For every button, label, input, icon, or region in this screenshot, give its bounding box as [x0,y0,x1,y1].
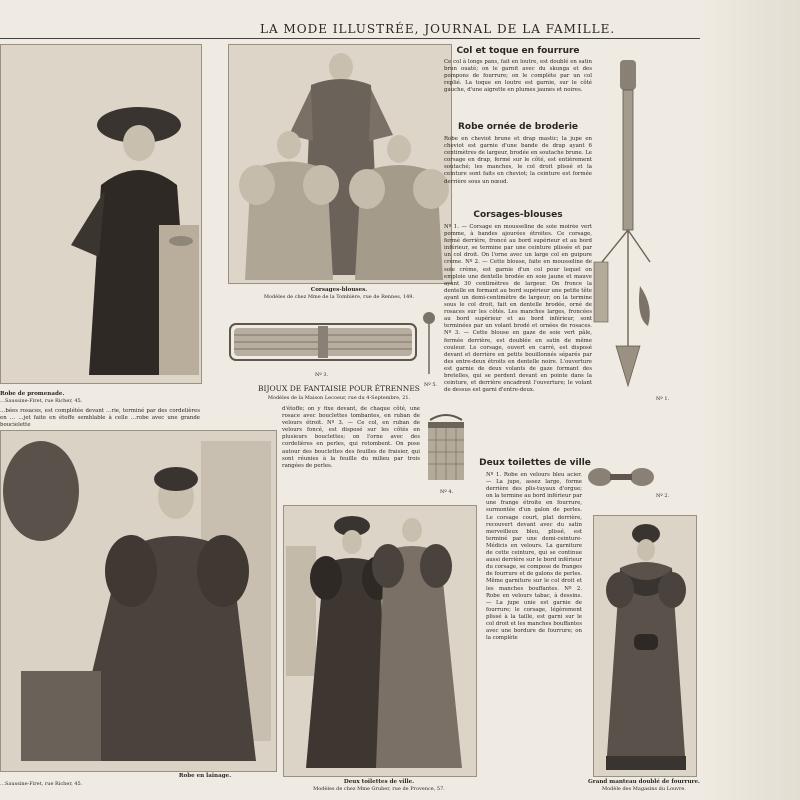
toilettes-section-text: Nº 1. Robe en velours bleu acier. — La jupe, assez large, forme derrière des plis-tuyaux d'orgue; on la termine au bord inférieur par une frange étroite en fourrure, surmontée d'un galon de perles. Le corsage court, plat derrière, recouvert devant avec du satin merveilleux bleu, plissé, est terminé par une demi-ceinture-Médicis en velours. La garniture de cette ceinture, qui se continue aussi derrière sur le bord inférieur du corsage, se compose de franges de fourrure et de galons de perles. Même garniture sur le col droit et les manches bouffantes. Nº 2. Robe en velours tabac, à dessins. — La jupe unie est garnie de fourrure; le corsage, légèrement plissé à la taille, est garni sur le col droit et les manches bouffantes avec une bordure de fourrure; on la complète [486,472,582,642]
left-text-fragment: …bées rosaces, est complétée devant …rie, terminé par des cordelières en … …jet faite en étoffe semblable à celle …robe avec une grande boucielette [0,408,200,429]
center-text: d'étoffe; on y fixe devant, de chaque côté, une rosace avec bouclettes tombantes, en ruban de velours étroit. Nº 3. — Ce col, en ruban de velours foncé, est disposé sur les côtés en plusieurs bouclettes; on l'orne avec des cordelières en perles, qui retombent. On pose autour des bouclettes des feuilles de fraisier, qui sont réunies à la feuille du milieu par trois rangées de perles. [282,406,420,469]
toilettes-section-title: Deux toilettes de ville [479,458,591,468]
clasp-illustration [586,462,656,492]
chatelaine-illustration [590,56,670,392]
purse-label: Nº 4. [440,489,454,495]
blouses-illustration [228,44,452,284]
col-section-title: Col et toque en fourrure [456,46,580,56]
jewelry-title: BIJOUX DE FANTAISIE POUR ÉTRENNES [258,384,420,393]
page-margin [700,0,800,800]
hatpin-label: Nº 5. [424,382,438,388]
corsages-section-title: Corsages-blouses [473,210,563,220]
fur-coat-caption: Grand manteau doublé de fourrure. Modèle des Magasins du Louvre. [588,779,700,792]
city-dresses-caption: Deux toilettes de ville. Modèles de chez Mme Gruber, rue de Provence, 57. [313,779,445,792]
clasp-label: Nº 2. [656,493,670,499]
corsages-section-text: Nº 1. — Corsage en mousseline de soie moirée vert pomme, à bandes ajourées étroites. Ce corsage, fermé derrière, froncé au bord supérieur et au bord inférieur, se termine par une ceinture plissée et par un col droit. On l'orne avec un large col en guipure crème. Nº 2. — Cette blouse, faite en mousseline de soie crème, est garnie d'un col pour lequel on emploie une dentelle brodée en soie jaune et mauve ayant 30 centimètres de largeur. On fronce la dentelle en formant au bord supérieur une petite tête ayant un demi-centimètre de largeur; on la termine sous le col droit, fait en dentelle brodée, orné de rosaces sur les côtés. Les manches larges, froncées au bord supérieur et au bord inférieur, sont terminées par un volant brodé et ornées de rosaces. Nº 3. — Cette blouse en gaze de soie vert pâle, fermée derrière, est doublée en satin de même couleur. Le corsage, ouvert en carré, est disposé devant et derrière en petits bouillonnés séparés par des entre-deux étroits en dentelle noire. L'ouverture est garnie de deux volants de gaze formant des bretelles, qui se perdent devant en pointe dans la ceinture, et derrière encadrent l'ouverture; le volant de dessus est garni d'entre-deux. [444,224,592,394]
bracelet-illustration [228,318,418,366]
wool-dress-illustration [0,430,277,772]
fur-coat-illustration [593,515,697,777]
promenade-dress-illustration [0,44,202,384]
robe-section-text: Robe en cheviot brune et drap mastic; la jupe en cheviot est garnie d'une bande de drap ayant 6 centimètres de largeur, brodée en soutache brune. Le corsage en drap, fermé sur le côté, est entièrement soutaché; les manches, le col droit plissé et la ceinture sont faits en cheviot; la ceinture est formée derrière sous un nœud. [444,136,592,185]
col-section-text: Ce col à longs pans, fait en loutre, est doublé en satin brun ouaté; on le garnit avec du skunga et des pompons de fourrure; on le complète par un col replié. La toque en loutre est garnie, sur le côté gauche, d'une aigrette en plumes jaunes et noires. [444,59,592,94]
jewelry-sub: Modèles de la Maison Lecoeur, rue du 4-Septembre, 21. [267,395,411,401]
journal-title: LA MODE ILLUSTRÉE, JOURNAL DE LA FAMILLE. [260,22,616,36]
blouses-caption: Corsages-blouses. Modèles de chez Mme de la Tombière, rue de Rennes, 149. [263,287,415,300]
chatelaine-label: Nº 1. [656,396,670,402]
city-dresses-illustration [283,505,477,777]
header-rule [0,38,800,39]
left-caption-top: Robe de promenade. …Saussine-Firet, rue Richer, 45. [0,391,83,404]
hatpin-illustration [422,310,436,376]
left-caption-bottom: Robe en lainage. [178,773,232,779]
bracelet-label: Nº 3. [315,372,329,378]
robe-section-title: Robe ornée de broderie [457,122,579,132]
left-caption-bottom-sub: …Saussine-Firet, rue Richer, 45. [0,781,83,787]
